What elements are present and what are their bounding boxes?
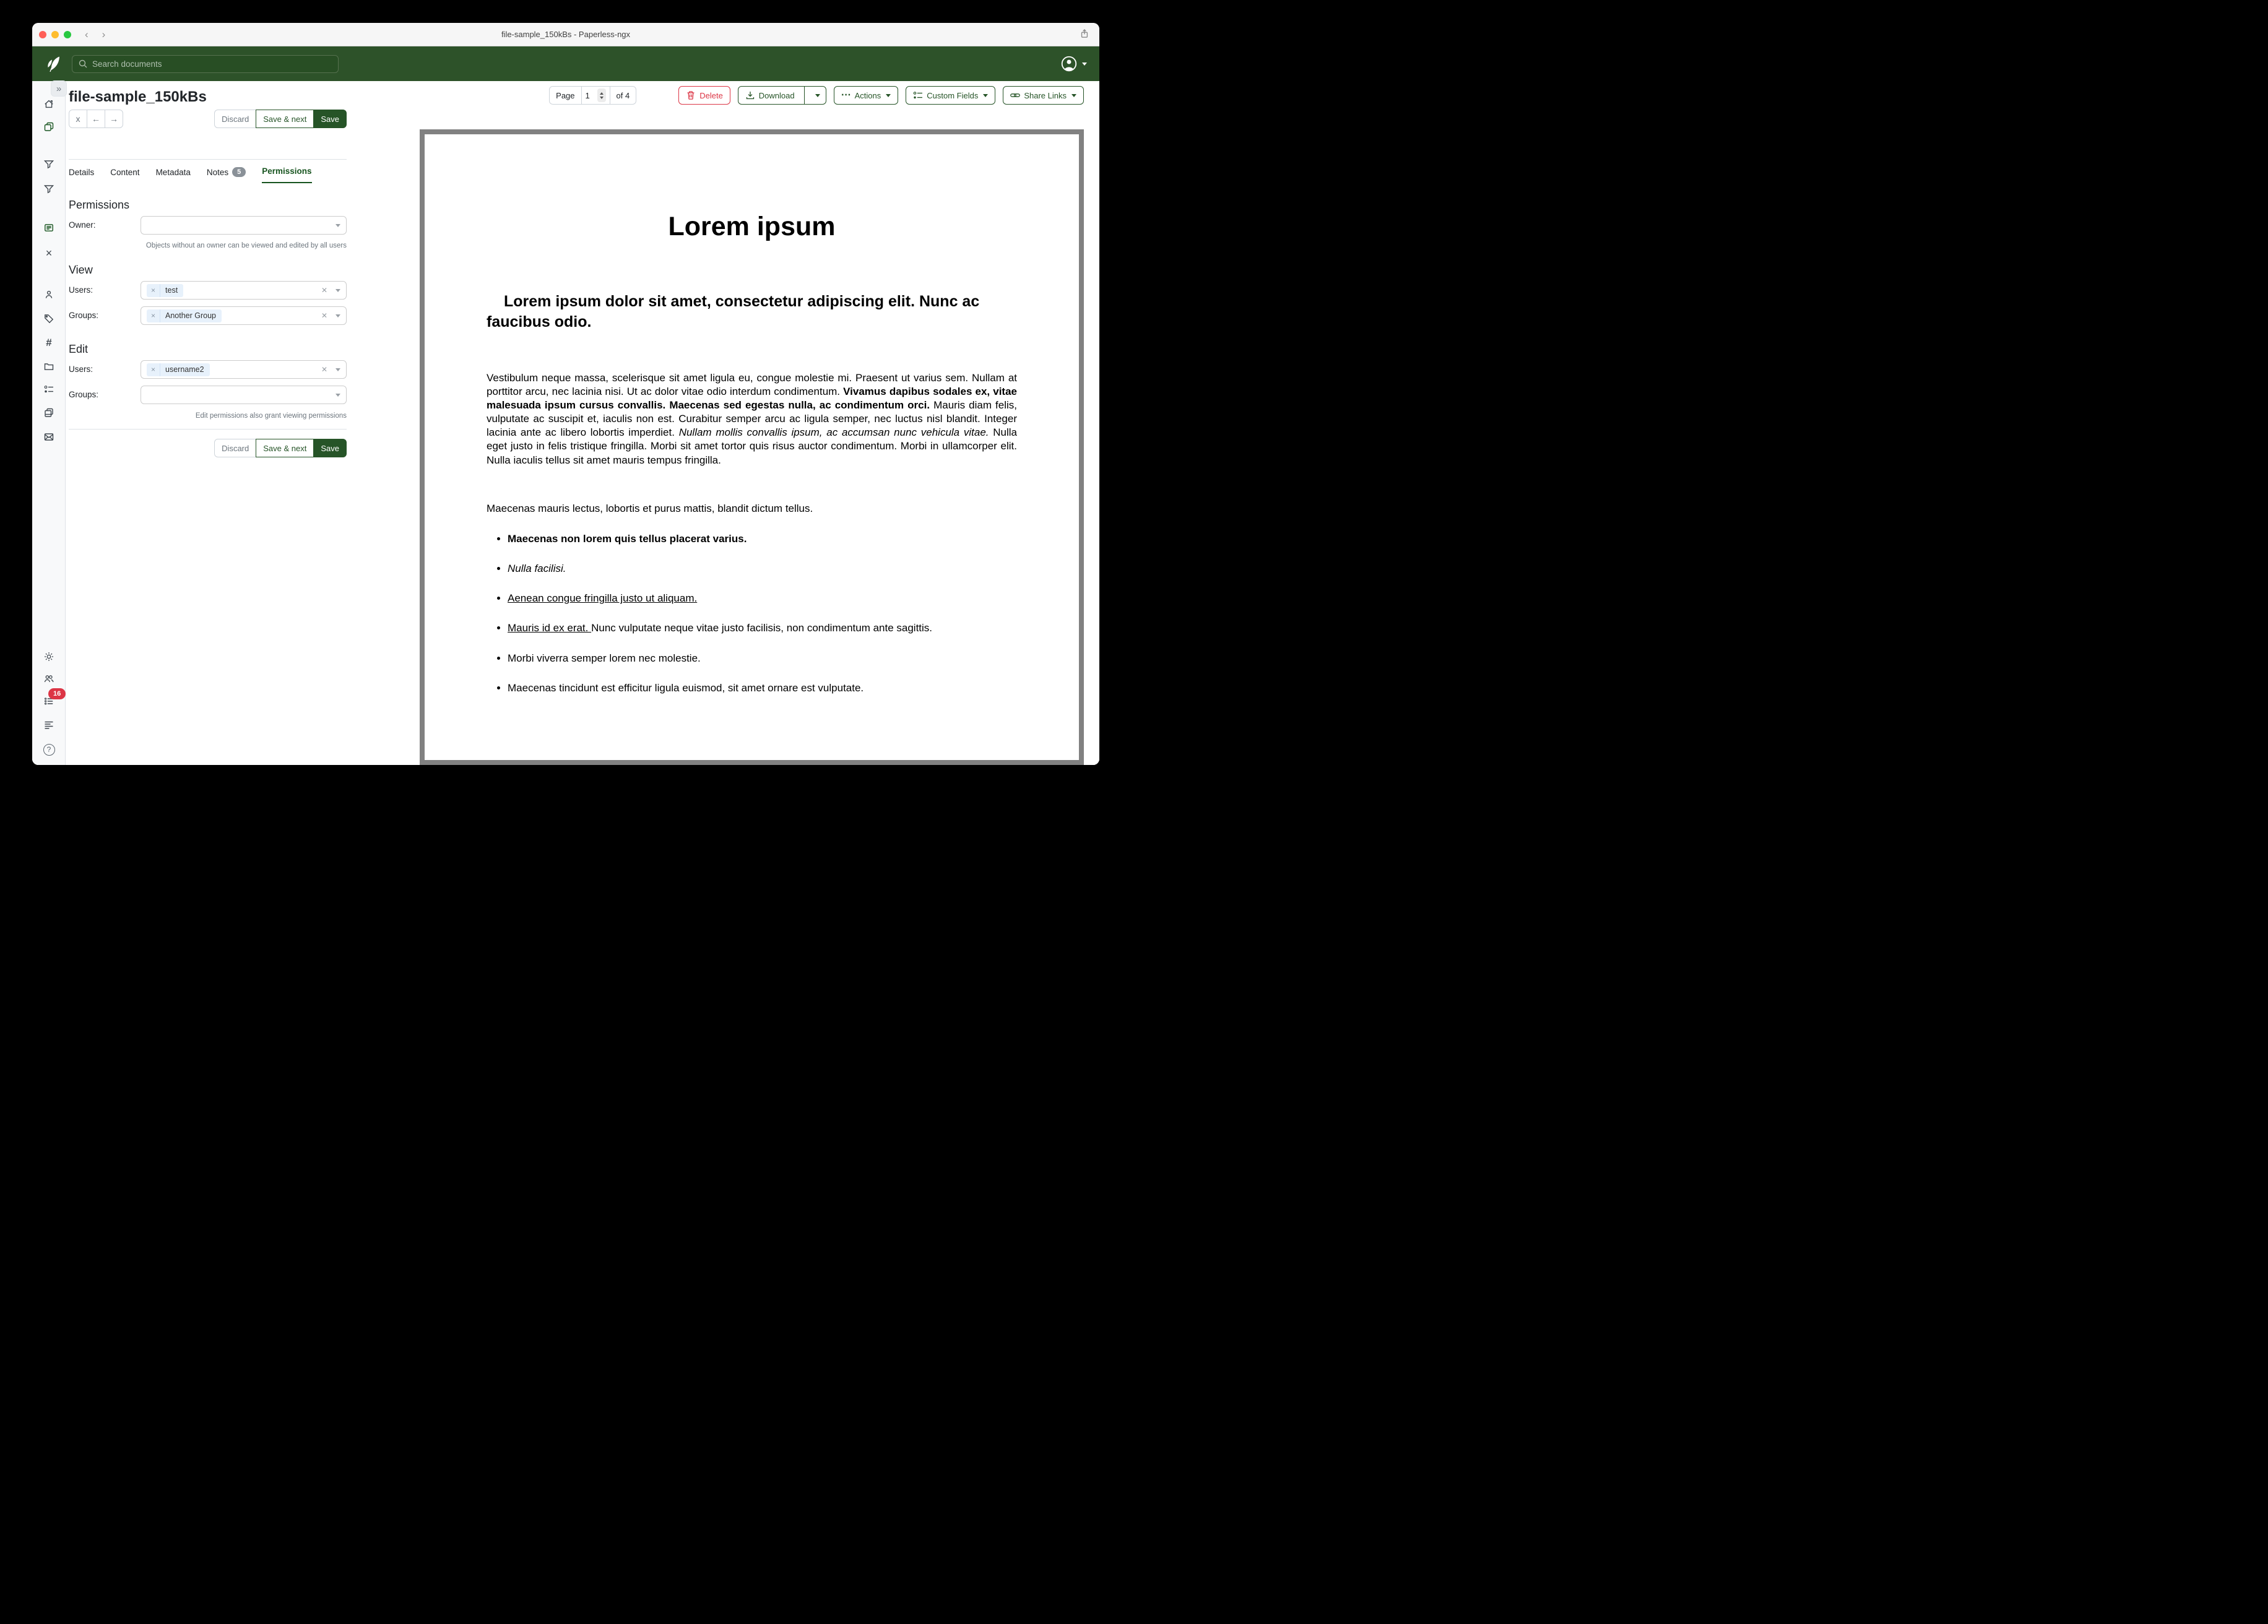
sidebar-item-dashboard[interactable] <box>41 97 56 111</box>
view-users-select[interactable] <box>141 281 347 300</box>
list-item: • Aenean congue fringilla justo ut aliquam. <box>508 590 1017 607</box>
window-title: file-sample_150kBs - Paperless-ngx <box>501 30 631 39</box>
stepper-down-icon <box>600 97 604 99</box>
open-document-icon <box>44 223 54 233</box>
next-document-button[interactable] <box>105 110 123 128</box>
list-item: • Morbi viverra semper lorem nec molestie. <box>508 650 1017 667</box>
filter-icon <box>44 159 54 169</box>
tag-icon <box>44 314 54 324</box>
download-button[interactable]: Download <box>738 86 826 105</box>
view-groups-select[interactable] <box>141 306 347 325</box>
save-button-group <box>214 439 347 457</box>
delete-button[interactable]: Delete <box>678 86 730 105</box>
list-item: • Maecenas tincidunt est efficitur ligula euismod, sit amet ornare est vulputate. <box>508 680 1017 696</box>
search-input[interactable] <box>92 59 332 69</box>
download-menu-caret[interactable] <box>808 94 826 97</box>
tab-details[interactable]: Details <box>69 168 95 177</box>
sidebar-item-saved-view-2[interactable] <box>41 181 56 196</box>
owner-hint: Objects without an owner can be viewed and edited by all users <box>145 242 347 249</box>
save-button-group <box>214 110 347 128</box>
clear-icon[interactable]: ✕ <box>321 311 327 320</box>
preview-doc-heading: Lorem ipsum dolor sit amet, consectetur adipiscing elit. Nunc ac faucibus odio. <box>487 293 980 330</box>
paperless-logo-icon[interactable] <box>43 54 62 73</box>
close-icon: x <box>76 114 80 124</box>
selected-user-chip: × test <box>147 284 183 297</box>
close-document-button[interactable] <box>69 110 87 128</box>
detail-tabs <box>69 166 312 183</box>
discard-button[interactable]: Discard <box>214 439 256 457</box>
share-icon[interactable] <box>1080 28 1089 38</box>
help-icon: ? <box>43 744 55 756</box>
link-icon <box>1010 90 1020 100</box>
folder-icon <box>44 361 54 371</box>
page-number-field <box>581 87 610 104</box>
browser-back-icon[interactable]: ‹ <box>85 28 89 40</box>
previous-document-button[interactable] <box>87 110 105 128</box>
divider <box>69 159 347 160</box>
edit-users-label: Users: <box>69 365 93 374</box>
files-icon <box>44 408 54 418</box>
chevron-double-right-icon: » <box>56 83 62 94</box>
edit-groups-label: Groups: <box>69 390 99 399</box>
preview-doc-title: Lorem ipsum <box>668 212 836 241</box>
sidebar-item-custom-fields[interactable] <box>41 382 56 397</box>
tab-content[interactable]: Content <box>110 168 140 177</box>
users-icon <box>44 674 54 684</box>
sidebar-item-saved-view-1[interactable] <box>41 157 56 171</box>
view-heading: View <box>69 264 93 276</box>
page-number-input[interactable] <box>586 91 595 100</box>
custom-fields-button[interactable]: Custom Fields <box>906 86 995 105</box>
caret-down-icon <box>335 368 340 371</box>
close-icon: × <box>45 247 53 259</box>
custom-fields-icon <box>913 90 923 100</box>
chip-remove-icon[interactable]: × <box>147 363 160 376</box>
sidebar <box>32 81 66 765</box>
preview-paragraph: Vestibulum neque massa, scelerisque sit amet ligula eu, congue molestie mi. Praesent ut varius sem. Nullam at porttitor arcu, nec lacinia nisi. Ut ac dolor vitae odio interdum condimentum. Vivamus dapibus sodales ex, vitae malesuada ipsum cursus convallis. Maecenas sed egestas nulla, ac condimentum orci. Mauris diam felis, vulputate ac suscipit et, iaculis non est. Curabitur semper arcu ac ligula semper, nec luctus nisl blandit. Integer lacinia ante ac libero lobortis imperdiet. Nullam mollis convallis ipsum, ac accumsan nunc vehicula vitae. Nulla eget justo in felis tristique fringilla. Morbi sit amet tortor quis risus auctor condimentum. Morbi in ullamcorper elit. Nulla iaculis tellus sit amet mauris tempus fringilla. <box>487 372 1017 466</box>
mail-icon <box>44 432 54 442</box>
search-bar[interactable] <box>72 55 339 73</box>
edit-hint: Edit permissions also grant viewing permissions <box>195 412 347 420</box>
arrow-left-icon: ← <box>92 114 100 124</box>
trash-icon <box>686 90 696 100</box>
actions-button[interactable]: ⋯ Actions <box>834 86 899 105</box>
edit-users-select[interactable] <box>141 360 347 379</box>
caret-down-icon <box>1071 94 1076 97</box>
save-button[interactable]: Save <box>313 110 347 128</box>
caret-down-icon <box>886 94 891 97</box>
content-area <box>66 81 1099 765</box>
discard-button[interactable]: Discard <box>214 110 256 128</box>
caret-down-icon <box>335 224 340 227</box>
caret-down-icon <box>335 314 340 317</box>
sidebar-item-mail[interactable] <box>41 430 56 444</box>
app-header <box>32 46 1099 81</box>
sidebar-item-settings[interactable] <box>41 649 56 664</box>
caret-down-icon <box>815 94 820 97</box>
view-groups-label: Groups: <box>69 311 99 320</box>
logs-icon <box>44 720 54 730</box>
selected-user-chip: × username2 <box>147 363 210 376</box>
home-icon <box>44 99 54 109</box>
edit-groups-select[interactable] <box>141 386 347 404</box>
save-button[interactable]: Save <box>313 439 347 457</box>
list-item: • Nulla facilisi. <box>508 560 1017 577</box>
preview-page <box>425 134 1079 760</box>
split-divider <box>804 87 805 104</box>
main-area <box>32 81 1099 765</box>
sidebar-item-storage-paths[interactable] <box>41 359 56 374</box>
sidebar-item-logs[interactable] <box>41 717 56 732</box>
app-window <box>32 23 1099 765</box>
selected-group-chip: × Another Group <box>147 309 222 322</box>
page-label: Page <box>556 90 575 100</box>
chip-remove-icon[interactable]: × <box>147 284 160 297</box>
list-item: • Mauris id ex erat. Nunc vulputate neque vitae justo facilisis, non condimentum ante sagittis. <box>508 620 1017 636</box>
preview-paragraph: Maecenas mauris lectus, lobortis et purus mattis, blandit dictum tellus. <box>487 502 813 514</box>
caret-down-icon <box>335 289 340 292</box>
notes-count-badge: 5 <box>232 167 246 177</box>
custom-fields-icon <box>44 384 54 394</box>
person-icon <box>44 290 54 300</box>
chip-remove-icon[interactable]: × <box>147 309 160 322</box>
document-title: file-sample_150kBs <box>69 89 207 105</box>
document-nav-group <box>69 110 123 128</box>
tab-metadata[interactable]: Metadata <box>155 168 191 177</box>
sidebar-expand-button[interactable] <box>51 80 67 97</box>
sidebar-item-document-types[interactable] <box>41 335 56 350</box>
ellipsis-icon: ⋯ <box>841 90 851 100</box>
sidebar-item-close-all-documents[interactable] <box>41 246 56 261</box>
arrow-right-icon: → <box>110 114 118 124</box>
edit-heading: Edit <box>69 343 89 355</box>
search-icon <box>78 59 88 69</box>
document-detail-panel <box>69 81 347 765</box>
list-item: • Maecenas non lorem quis tellus placerat varius. <box>508 530 1017 547</box>
browser-forward-icon[interactable]: › <box>102 28 106 40</box>
owner-label: Owner: <box>69 220 96 230</box>
gear-icon <box>44 652 54 662</box>
sidebar-item-open-document[interactable] <box>41 220 56 235</box>
tab-permissions[interactable]: Permissions <box>262 166 311 183</box>
sidebar-item-documentation[interactable] <box>41 742 56 757</box>
download-icon <box>745 90 755 100</box>
save-next-button[interactable]: Save & next <box>256 110 314 128</box>
sidebar-item-workflows[interactable] <box>41 405 56 420</box>
owner-select[interactable] <box>141 216 347 235</box>
sidebar-item-documents[interactable] <box>41 119 56 134</box>
avatar-icon <box>1061 56 1077 72</box>
user-menu-caret-icon <box>1082 63 1087 66</box>
hash-icon: # <box>46 336 52 348</box>
caret-down-icon <box>335 394 340 397</box>
page-navigator <box>549 86 636 105</box>
page-total: of 4 <box>616 90 630 100</box>
filter-icon <box>44 184 54 194</box>
caret-down-icon <box>983 94 988 97</box>
document-toolbar <box>549 86 1084 105</box>
tab-notes[interactable]: Notes 5 <box>207 167 246 183</box>
document-preview[interactable] <box>420 129 1084 765</box>
clear-icon[interactable]: ✕ <box>321 365 327 374</box>
preview-bullet-list <box>487 530 1017 696</box>
view-users-label: Users: <box>69 285 93 295</box>
titlebar <box>32 23 1099 46</box>
divider <box>69 429 347 430</box>
permissions-heading: Permissions <box>69 199 130 211</box>
tasks-badge: 16 <box>48 688 66 699</box>
sidebar-item-users-groups[interactable] <box>41 672 56 686</box>
clear-icon[interactable]: ✕ <box>321 286 327 295</box>
sidebar-item-tags[interactable] <box>41 311 56 326</box>
page-stepper[interactable] <box>597 89 606 102</box>
share-links-button[interactable]: Share Links <box>1003 86 1084 105</box>
save-next-button[interactable]: Save & next <box>256 439 314 457</box>
documents-icon <box>44 122 54 132</box>
stepper-up-icon <box>600 92 604 95</box>
sidebar-item-correspondents[interactable] <box>41 287 56 302</box>
user-menu[interactable] <box>1061 56 1087 72</box>
